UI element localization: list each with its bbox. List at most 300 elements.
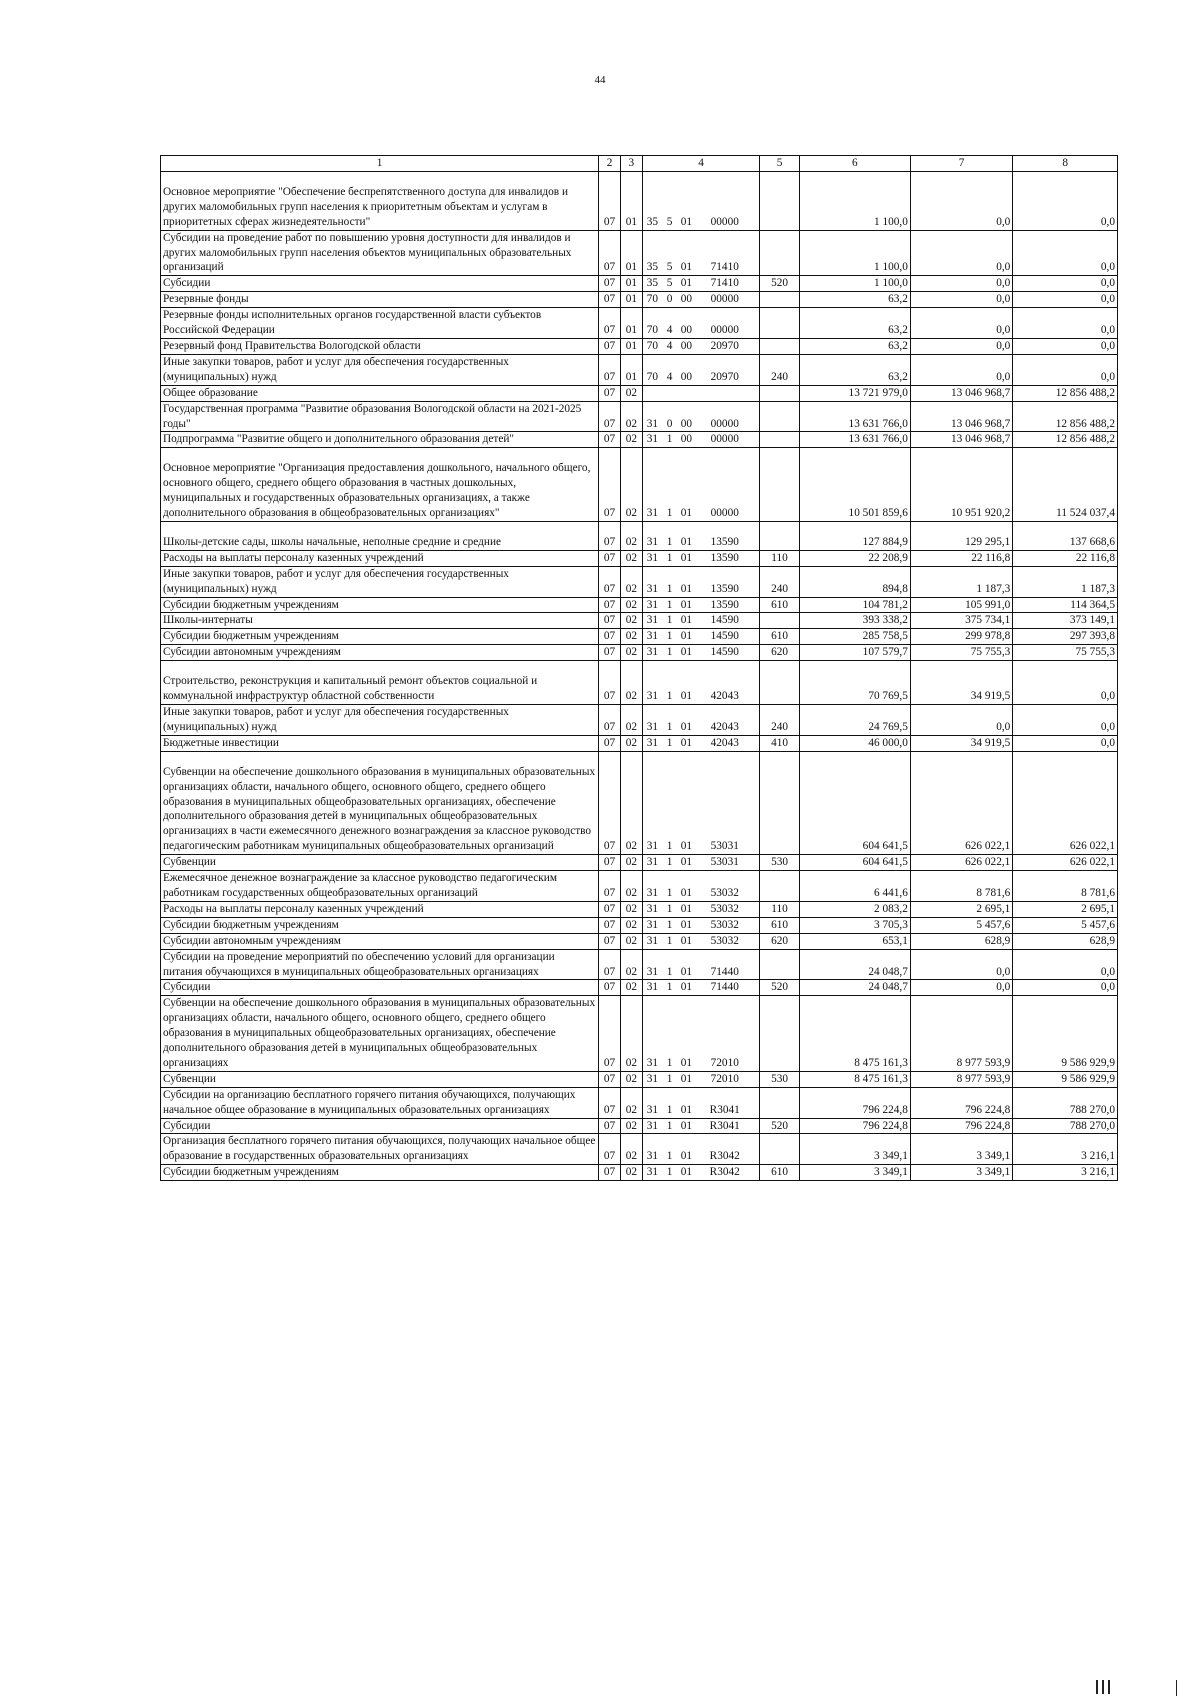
row-amount-col-8: 0,0 bbox=[1013, 980, 1118, 996]
row-target-article-code bbox=[642, 230, 760, 276]
row-target-article-part: 1 bbox=[666, 551, 673, 564]
row-target-article-part: 1 bbox=[666, 965, 673, 978]
row-target-article-part: 13590 bbox=[710, 582, 739, 595]
row-target-article-part: 31 bbox=[646, 1150, 659, 1163]
row-name-text: Субсидии бюджетным учреждениям bbox=[163, 1166, 339, 1179]
row-amount-col-7: 10 951 920,2 bbox=[910, 448, 1012, 522]
row-section-code: 07 bbox=[599, 980, 621, 996]
row-name-text: Резервные фонды bbox=[163, 293, 249, 306]
row-target-article-part: 31 bbox=[646, 1072, 659, 1085]
row-target-article-part: 01 bbox=[680, 614, 693, 627]
row-expense-type-code: 530 bbox=[760, 855, 799, 871]
row-target-article-part: 31 bbox=[646, 1103, 659, 1116]
row-amount-col-7: 75 755,3 bbox=[910, 645, 1012, 661]
row-target-article-part: 31 bbox=[646, 856, 659, 869]
row-target-article-part: 1 bbox=[666, 902, 673, 915]
row-amount-col-7: 13 046 968,7 bbox=[910, 432, 1012, 448]
row-subsection-code: 02 bbox=[620, 597, 642, 613]
row-section-code: 07 bbox=[599, 550, 621, 566]
row-target-article-part: 31 bbox=[646, 720, 659, 733]
row-subsection-code: 01 bbox=[620, 276, 642, 292]
row-name bbox=[161, 901, 599, 917]
row-subsection-code: 01 bbox=[620, 171, 642, 230]
row-amount-col-8: 788 270,0 bbox=[1013, 1087, 1118, 1118]
row-subsection-code: 02 bbox=[620, 735, 642, 751]
row-target-article-part: 53032 bbox=[710, 902, 739, 915]
row-name-text: Субвенции bbox=[163, 1072, 216, 1085]
row-amount-col-8: 12 856 488,2 bbox=[1013, 385, 1118, 401]
row-target-article-code bbox=[642, 871, 760, 902]
row-amount-col-8: 297 393,8 bbox=[1013, 629, 1118, 645]
row-target-article-code bbox=[642, 401, 760, 432]
row-amount-col-7: 5 457,6 bbox=[910, 917, 1012, 933]
row-target-article-part: 01 bbox=[680, 1166, 693, 1179]
row-amount-col-6: 3 349,1 bbox=[799, 1134, 910, 1165]
table-row bbox=[161, 629, 1118, 645]
row-amount-col-6: 2 083,2 bbox=[799, 901, 910, 917]
row-subsection-code: 02 bbox=[620, 917, 642, 933]
row-target-article-part: 72010 bbox=[710, 1056, 739, 1069]
row-target-article-part: 00000 bbox=[710, 324, 739, 337]
row-amount-col-8: 0,0 bbox=[1013, 949, 1118, 980]
table-row bbox=[161, 597, 1118, 613]
row-target-article-part: 31 bbox=[646, 965, 659, 978]
row-target-article-part: 1 bbox=[666, 582, 673, 595]
row-name-text: Расходы на выплаты персоналу казенных учреждений bbox=[163, 902, 424, 915]
row-expense-type-code: 620 bbox=[760, 645, 799, 661]
row-section-code: 07 bbox=[599, 292, 621, 308]
row-amount-col-7: 299 978,8 bbox=[910, 629, 1012, 645]
row-amount-col-8: 626 022,1 bbox=[1013, 751, 1118, 854]
row-amount-col-7: 796 224,8 bbox=[910, 1118, 1012, 1134]
row-target-article-part: 00 bbox=[680, 324, 693, 337]
row-amount-col-6: 604 641,5 bbox=[799, 855, 910, 871]
row-expense-type-code bbox=[760, 338, 799, 354]
row-section-code: 07 bbox=[599, 308, 621, 339]
row-expense-type-code bbox=[760, 385, 799, 401]
row-target-article-part: 31 bbox=[646, 918, 659, 931]
row-amount-col-7: 626 022,1 bbox=[910, 751, 1012, 854]
row-target-article-part: 01 bbox=[680, 1072, 693, 1085]
row-name bbox=[161, 1134, 599, 1165]
row-target-article-part: 00000 bbox=[710, 215, 739, 228]
row-amount-col-7: 1 187,3 bbox=[910, 566, 1012, 597]
row-amount-col-6: 8 475 161,3 bbox=[799, 1071, 910, 1087]
row-subsection-code: 02 bbox=[620, 871, 642, 902]
table-row bbox=[161, 276, 1118, 292]
row-target-article-part: 13590 bbox=[710, 551, 739, 564]
row-expense-type-code: 520 bbox=[760, 980, 799, 996]
row-target-article-part: 31 bbox=[646, 507, 659, 520]
row-target-article-part: 20970 bbox=[710, 339, 739, 352]
row-name bbox=[161, 933, 599, 949]
row-target-article-part: 5 bbox=[666, 277, 673, 290]
row-target-article-part: 1 bbox=[666, 1056, 673, 1069]
row-section-code: 07 bbox=[599, 521, 621, 550]
row-amount-col-6: 63,2 bbox=[799, 308, 910, 339]
row-target-article-part: 53031 bbox=[710, 840, 739, 853]
row-amount-col-8: 22 116,8 bbox=[1013, 550, 1118, 566]
row-amount-col-8: 11 524 037,4 bbox=[1013, 448, 1118, 522]
row-name bbox=[161, 171, 599, 230]
scan-edge-mark bbox=[1176, 1680, 1177, 1696]
row-target-article-part: 53032 bbox=[710, 934, 739, 947]
row-amount-col-6: 107 579,7 bbox=[799, 645, 910, 661]
row-subsection-code: 01 bbox=[620, 292, 642, 308]
table-row bbox=[161, 645, 1118, 661]
row-name bbox=[161, 401, 599, 432]
row-name-text: Субсидии на проведение работ по повышению уровня доступности для инвалидов и других маломобильных групп населения объектов муниципальных образовательных организаций bbox=[163, 231, 572, 274]
row-target-article-code bbox=[642, 550, 760, 566]
row-target-article-part: 1 bbox=[666, 646, 673, 659]
row-target-article-part: 01 bbox=[680, 1056, 693, 1069]
table-row bbox=[161, 855, 1118, 871]
row-target-article-part: 01 bbox=[680, 598, 693, 611]
row-name-text: Школы-детские сады, школы начальные, неполные средние и средние bbox=[163, 535, 502, 548]
row-target-article-part: 00 bbox=[680, 433, 693, 446]
scan-barcode-mark bbox=[1096, 1680, 1110, 1694]
table-row bbox=[161, 751, 1118, 854]
row-target-article-part: 1 bbox=[666, 630, 673, 643]
row-amount-col-7: 34 919,5 bbox=[910, 735, 1012, 751]
row-subsection-code: 02 bbox=[620, 613, 642, 629]
row-target-article-code bbox=[642, 933, 760, 949]
row-section-code: 07 bbox=[599, 901, 621, 917]
row-expense-type-code bbox=[760, 432, 799, 448]
row-subsection-code: 02 bbox=[620, 385, 642, 401]
row-expense-type-code: 530 bbox=[760, 1071, 799, 1087]
row-target-article-part: 53032 bbox=[710, 918, 739, 931]
row-target-article-part: 01 bbox=[680, 1119, 693, 1132]
row-amount-col-6: 796 224,8 bbox=[799, 1087, 910, 1118]
row-target-article-part: 5 bbox=[666, 215, 673, 228]
row-expense-type-code: 240 bbox=[760, 566, 799, 597]
row-name bbox=[161, 949, 599, 980]
row-name bbox=[161, 996, 599, 1072]
table-row bbox=[161, 338, 1118, 354]
row-target-article-part: 31 bbox=[646, 1056, 659, 1069]
row-expense-type-code bbox=[760, 613, 799, 629]
row-section-code: 07 bbox=[599, 1165, 621, 1181]
row-name-text: Субсидии бюджетным учреждениям bbox=[163, 918, 339, 931]
row-amount-col-8: 626 022,1 bbox=[1013, 855, 1118, 871]
row-target-article-code bbox=[642, 980, 760, 996]
row-amount-col-6: 3 349,1 bbox=[799, 1165, 910, 1181]
row-name bbox=[161, 521, 599, 550]
row-subsection-code: 02 bbox=[620, 933, 642, 949]
row-target-article-part: 00 bbox=[680, 293, 693, 306]
row-name-text: Субвенции на обеспечение дошкольного образования в муниципальных образовательных организациях области, начального общего, основного общего, среднего общего образования в муниципальных общеобразовательных организациях, обеспечение дополнительного образования детей в муниципальных общеобразовательных организациях bbox=[163, 997, 596, 1069]
row-target-article-part: 14590 bbox=[710, 614, 739, 627]
row-name-text: Субвенции на обеспечение дошкольного образования в муниципальных образовательных организациях области, начального общего, основного общего, среднего общего образования в муниципальных общеобразовательных организациях, обеспечение дополнительного образования детей в муниципальных общеобразовательных организациях в части ежемесячного денежного вознаграждения за классное руководство педагогическим работникам муниципальных общеобразовательных организаций bbox=[163, 765, 596, 853]
row-name bbox=[161, 855, 599, 871]
row-subsection-code: 02 bbox=[620, 1087, 642, 1118]
row-amount-col-8: 0,0 bbox=[1013, 308, 1118, 339]
row-subsection-code: 02 bbox=[620, 645, 642, 661]
row-amount-col-6: 1 100,0 bbox=[799, 171, 910, 230]
row-amount-col-6: 104 781,2 bbox=[799, 597, 910, 613]
row-target-article-part: 14590 bbox=[710, 630, 739, 643]
row-name-text: Иные закупки товаров, работ и услуг для обеспечения государственных (муниципальных) нужд bbox=[163, 567, 509, 595]
row-target-article-code bbox=[642, 901, 760, 917]
row-expense-type-code: 620 bbox=[760, 933, 799, 949]
row-amount-col-7: 0,0 bbox=[910, 338, 1012, 354]
row-section-code: 07 bbox=[599, 276, 621, 292]
row-name-text: Субсидии автономным учреждениям bbox=[163, 646, 341, 659]
row-target-article-code bbox=[642, 385, 760, 401]
row-target-article-part: 01 bbox=[680, 736, 693, 749]
row-target-article-part: 53031 bbox=[710, 856, 739, 869]
row-amount-col-6: 10 501 859,6 bbox=[799, 448, 910, 522]
table-row bbox=[161, 521, 1118, 550]
row-section-code: 07 bbox=[599, 735, 621, 751]
row-target-article-part: 4 bbox=[666, 370, 673, 383]
row-section-code: 07 bbox=[599, 1087, 621, 1118]
row-name bbox=[161, 566, 599, 597]
row-subsection-code: 02 bbox=[620, 566, 642, 597]
table-row bbox=[161, 705, 1118, 736]
row-name-text: Субсидии автономным учреждениям bbox=[163, 934, 341, 947]
row-target-article-code bbox=[642, 448, 760, 522]
header-col-3: 3 bbox=[620, 156, 642, 172]
row-amount-col-7: 8 781,6 bbox=[910, 871, 1012, 902]
row-target-article-part: 31 bbox=[646, 690, 659, 703]
row-target-article-part: 42043 bbox=[710, 736, 739, 749]
row-target-article-part: 1 bbox=[666, 1072, 673, 1085]
row-target-article-part: 00 bbox=[680, 417, 693, 430]
row-name bbox=[161, 308, 599, 339]
row-target-article-part: 00000 bbox=[710, 507, 739, 520]
row-section-code: 07 bbox=[599, 1071, 621, 1087]
row-amount-col-6: 127 884,9 bbox=[799, 521, 910, 550]
row-target-article-part: 01 bbox=[680, 902, 693, 915]
row-target-article-part: 01 bbox=[680, 535, 693, 548]
row-subsection-code: 02 bbox=[620, 949, 642, 980]
row-target-article-part: 1 bbox=[666, 840, 673, 853]
row-amount-col-7: 628,9 bbox=[910, 933, 1012, 949]
row-amount-col-8: 0,0 bbox=[1013, 338, 1118, 354]
row-subsection-code: 01 bbox=[620, 338, 642, 354]
row-target-article-part: 01 bbox=[680, 551, 693, 564]
header-row bbox=[161, 156, 1118, 172]
row-expense-type-code bbox=[760, 401, 799, 432]
row-subsection-code: 02 bbox=[620, 661, 642, 705]
row-amount-col-7: 0,0 bbox=[910, 949, 1012, 980]
row-amount-col-7: 13 046 968,7 bbox=[910, 385, 1012, 401]
table-row bbox=[161, 996, 1118, 1072]
row-amount-col-8: 1 187,3 bbox=[1013, 566, 1118, 597]
row-amount-col-8: 0,0 bbox=[1013, 705, 1118, 736]
row-expense-type-code: 520 bbox=[760, 1118, 799, 1134]
row-target-article-code bbox=[642, 308, 760, 339]
row-target-article-part: 1 bbox=[666, 1166, 673, 1179]
row-name bbox=[161, 751, 599, 854]
row-amount-col-7: 13 046 968,7 bbox=[910, 401, 1012, 432]
row-target-article-part: 35 bbox=[646, 261, 659, 274]
header-col-1: 1 bbox=[161, 156, 599, 172]
row-name bbox=[161, 1165, 599, 1181]
row-subsection-code: 01 bbox=[620, 354, 642, 385]
row-name-text: Иные закупки товаров, работ и услуг для обеспечения государственных (муниципальных) нужд bbox=[163, 355, 509, 383]
row-target-article-part: 1 bbox=[666, 981, 673, 994]
row-amount-col-6: 70 769,5 bbox=[799, 661, 910, 705]
row-amount-col-7: 0,0 bbox=[910, 354, 1012, 385]
row-target-article-code bbox=[642, 1071, 760, 1087]
row-section-code: 07 bbox=[599, 432, 621, 448]
row-name-text: Резервный фонд Правительства Вологодской области bbox=[163, 339, 421, 352]
row-name bbox=[161, 292, 599, 308]
row-section-code: 07 bbox=[599, 613, 621, 629]
table-row bbox=[161, 901, 1118, 917]
row-target-article-part: 5 bbox=[666, 261, 673, 274]
row-subsection-code: 02 bbox=[620, 901, 642, 917]
row-name bbox=[161, 1118, 599, 1134]
row-name-text: Субсидии на проведение мероприятий по обеспечению условий для организации питания обучающихся в муниципальных общеобразовательных организациях bbox=[163, 950, 555, 978]
row-target-article-part: 1 bbox=[666, 886, 673, 899]
row-target-article-code bbox=[642, 645, 760, 661]
row-target-article-part: 20970 bbox=[710, 370, 739, 383]
header-col-2: 2 bbox=[599, 156, 621, 172]
row-target-article-part: 31 bbox=[646, 1119, 659, 1132]
row-name bbox=[161, 354, 599, 385]
row-subsection-code: 02 bbox=[620, 1071, 642, 1087]
row-expense-type-code: 610 bbox=[760, 1165, 799, 1181]
row-expense-type-code: 520 bbox=[760, 276, 799, 292]
row-target-article-code bbox=[642, 735, 760, 751]
row-subsection-code: 02 bbox=[620, 550, 642, 566]
row-amount-col-8: 0,0 bbox=[1013, 735, 1118, 751]
table-row bbox=[161, 432, 1118, 448]
row-target-article-code bbox=[642, 996, 760, 1072]
row-section-code: 07 bbox=[599, 855, 621, 871]
row-target-article-part: 1 bbox=[666, 736, 673, 749]
row-section-code: 07 bbox=[599, 996, 621, 1072]
row-name bbox=[161, 980, 599, 996]
row-amount-col-6: 63,2 bbox=[799, 354, 910, 385]
row-section-code: 07 bbox=[599, 385, 621, 401]
row-target-article-part: 00000 bbox=[710, 433, 739, 446]
row-target-article-part: R3041 bbox=[709, 1103, 740, 1116]
table-row bbox=[161, 1134, 1118, 1165]
row-section-code: 07 bbox=[599, 597, 621, 613]
table-body bbox=[161, 171, 1118, 1180]
row-section-code: 07 bbox=[599, 354, 621, 385]
row-section-code: 07 bbox=[599, 629, 621, 645]
row-section-code: 07 bbox=[599, 645, 621, 661]
row-name-text: Субвенции bbox=[163, 856, 216, 869]
row-target-article-part: 01 bbox=[680, 582, 693, 595]
row-target-article-part: 1 bbox=[666, 614, 673, 627]
table-row bbox=[161, 1087, 1118, 1118]
row-name bbox=[161, 230, 599, 276]
row-amount-col-8: 114 364,5 bbox=[1013, 597, 1118, 613]
row-target-article-code bbox=[642, 1087, 760, 1118]
row-target-article-part: R3042 bbox=[709, 1150, 740, 1163]
row-amount-col-8: 3 216,1 bbox=[1013, 1165, 1118, 1181]
row-section-code: 07 bbox=[599, 230, 621, 276]
table-row bbox=[161, 385, 1118, 401]
row-amount-col-6: 24 048,7 bbox=[799, 949, 910, 980]
row-amount-col-6: 13 631 766,0 bbox=[799, 401, 910, 432]
row-name-text: Ежемесячное денежное вознаграждение за классное руководство педагогическим работникам государственных общеобразовательных организаций bbox=[163, 872, 557, 899]
row-amount-col-8: 3 216,1 bbox=[1013, 1134, 1118, 1165]
row-target-article-code bbox=[642, 432, 760, 448]
row-name-text: Субсидии бюджетным учреждениям bbox=[163, 598, 339, 611]
row-target-article-part: 70 bbox=[646, 339, 659, 352]
row-target-article-part: 53032 bbox=[710, 886, 739, 899]
row-target-article-code bbox=[642, 597, 760, 613]
row-target-article-part: 1 bbox=[666, 598, 673, 611]
table-row bbox=[161, 230, 1118, 276]
row-expense-type-code bbox=[760, 1134, 799, 1165]
row-section-code: 07 bbox=[599, 705, 621, 736]
row-target-article-code bbox=[642, 276, 760, 292]
row-amount-col-7: 0,0 bbox=[910, 276, 1012, 292]
row-amount-col-8: 75 755,3 bbox=[1013, 645, 1118, 661]
row-target-article-part: 31 bbox=[646, 981, 659, 994]
row-subsection-code: 02 bbox=[620, 448, 642, 522]
row-target-article-part: 72010 bbox=[710, 1072, 739, 1085]
row-target-article-part: 71410 bbox=[710, 261, 739, 274]
row-amount-col-8: 0,0 bbox=[1013, 171, 1118, 230]
row-amount-col-7: 0,0 bbox=[910, 171, 1012, 230]
table-row bbox=[161, 661, 1118, 705]
row-amount-col-6: 796 224,8 bbox=[799, 1118, 910, 1134]
row-name-text: Строительство, реконструкция и капитальный ремонт объектов социальной и коммунальной инфраструктур областной собственности bbox=[163, 675, 538, 703]
row-amount-col-6: 393 338,2 bbox=[799, 613, 910, 629]
row-section-code: 07 bbox=[599, 338, 621, 354]
row-name-text: Резервные фонды исполнительных органов государственной власти субъектов Российской Федерации bbox=[163, 309, 542, 337]
row-amount-col-7: 34 919,5 bbox=[910, 661, 1012, 705]
row-name-text: Иные закупки товаров, работ и услуг для обеспечения государственных (муниципальных) нужд bbox=[163, 706, 509, 733]
row-target-article-part: 1 bbox=[666, 507, 673, 520]
row-target-article-part: 01 bbox=[680, 646, 693, 659]
row-target-article-part: 31 bbox=[646, 598, 659, 611]
row-amount-col-8: 12 856 488,2 bbox=[1013, 401, 1118, 432]
row-target-article-part: 01 bbox=[680, 261, 693, 274]
row-target-article-part: 4 bbox=[666, 339, 673, 352]
row-amount-col-7: 375 734,1 bbox=[910, 613, 1012, 629]
row-amount-col-8: 8 781,6 bbox=[1013, 871, 1118, 902]
row-target-article-part: 01 bbox=[680, 918, 693, 931]
row-name bbox=[161, 385, 599, 401]
row-amount-col-7: 8 977 593,9 bbox=[910, 1071, 1012, 1087]
row-target-article-code bbox=[642, 661, 760, 705]
row-name bbox=[161, 338, 599, 354]
row-target-article-code bbox=[642, 1165, 760, 1181]
table-row bbox=[161, 949, 1118, 980]
row-target-article-part: 01 bbox=[680, 720, 693, 733]
row-target-article-part: 00 bbox=[680, 339, 693, 352]
row-target-article-code bbox=[642, 338, 760, 354]
row-target-article-code bbox=[642, 354, 760, 385]
row-amount-col-7: 3 349,1 bbox=[910, 1165, 1012, 1181]
row-target-article-part: 01 bbox=[680, 1103, 693, 1116]
row-section-code: 07 bbox=[599, 448, 621, 522]
row-section-code: 07 bbox=[599, 933, 621, 949]
header-col-4: 4 bbox=[642, 156, 760, 172]
row-amount-col-8: 9 586 929,9 bbox=[1013, 1071, 1118, 1087]
row-target-article-part: 01 bbox=[680, 934, 693, 947]
row-subsection-code: 02 bbox=[620, 980, 642, 996]
row-target-article-code bbox=[642, 629, 760, 645]
row-target-article-part: 01 bbox=[680, 981, 693, 994]
row-name-text: Организация бесплатного горячего питания обучающихся, получающих начальное общее образование в государственных образовательных организациях bbox=[163, 1135, 596, 1163]
row-target-article-part: 70 bbox=[646, 293, 659, 306]
row-target-article-part: 31 bbox=[646, 535, 659, 548]
row-amount-col-6: 46 000,0 bbox=[799, 735, 910, 751]
table-row bbox=[161, 933, 1118, 949]
